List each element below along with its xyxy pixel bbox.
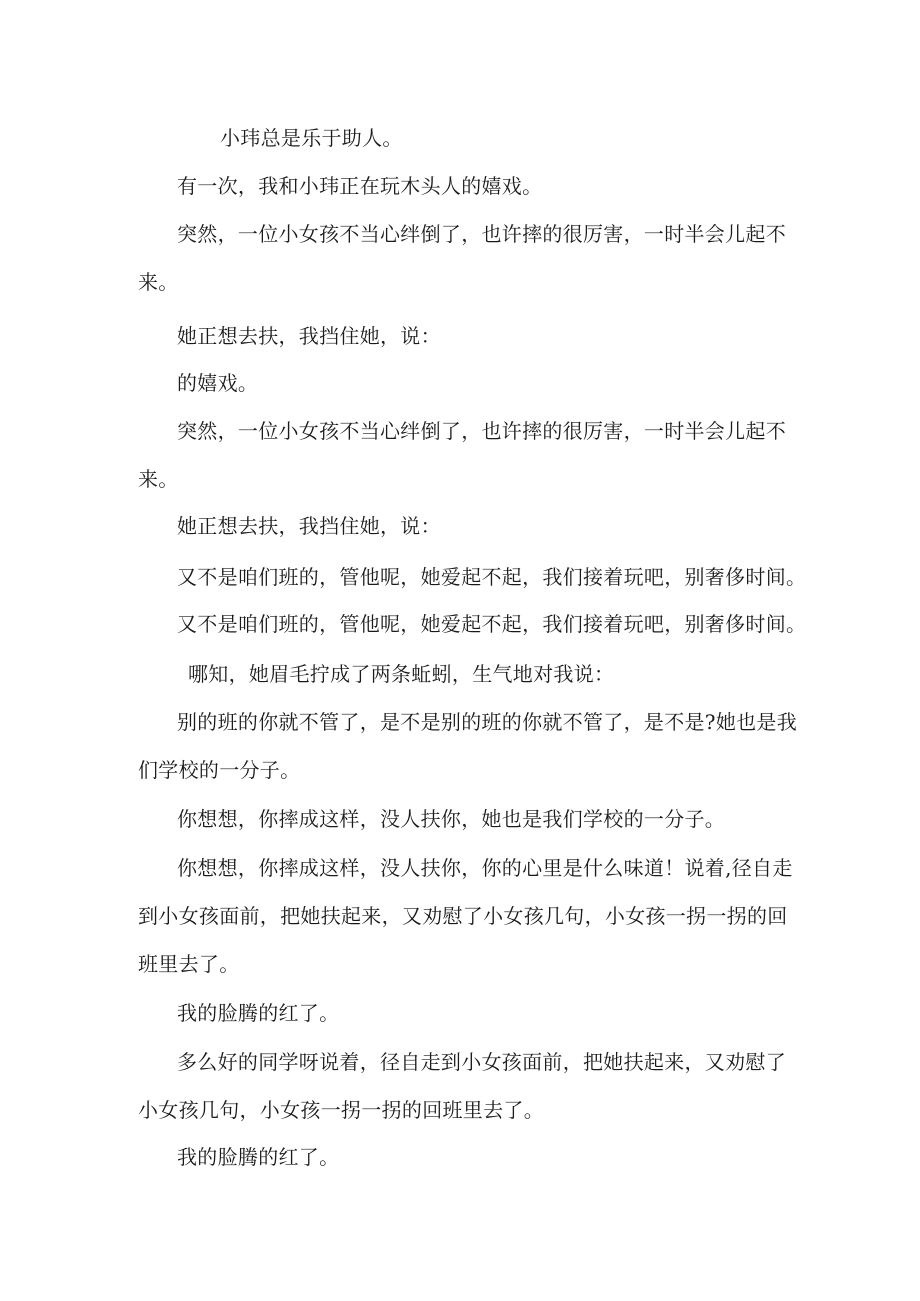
paragraph-line-19: 我的脸腾的红了。 bbox=[177, 1001, 340, 1025]
paragraph-line-18: 班里去了。 bbox=[138, 952, 240, 976]
paragraph-line-5: 她正想去扶，我挡住她，说： bbox=[177, 324, 441, 348]
paragraph-line-10: 又不是咱们班的，管他呢，她爱起不起，我们接着玩吧，别奢侈时间。 bbox=[177, 565, 807, 589]
paragraph-line-1: 小玮总是乐于助人。 bbox=[220, 126, 403, 150]
paragraph-line-4: 来。 bbox=[138, 270, 179, 294]
paragraph-line-16: 你想想，你摔成这样，没人扶你，你的心里是什么味道！说着,径自走 bbox=[177, 856, 793, 880]
paragraph-line-9: 她正想去扶，我挡住她，说： bbox=[177, 514, 441, 538]
paragraph-line-22: 我的脸腾的红了。 bbox=[177, 1145, 340, 1169]
paragraph-line-7: 突然，一位小女孩不当心绊倒了，也许摔的很厉害，一时半会儿起不 bbox=[177, 419, 786, 443]
paragraph-line-3: 突然，一位小女孩不当心绊倒了，也许摔的很厉害，一时半会儿起不 bbox=[177, 222, 786, 246]
paragraph-line-11: 又不是咱们班的，管他呢，她爱起不起，我们接着玩吧，别奢侈时间。 bbox=[177, 612, 807, 636]
paragraph-line-12: 哪知，她眉毛拧成了两条蚯蚓，生气地对我说： bbox=[188, 662, 615, 686]
paragraph-line-17: 到小女孩面前，把她扶起来，又劝慰了小女孩几句，小女孩一拐一拐的回 bbox=[138, 904, 788, 928]
paragraph-line-6: 的嬉戏。 bbox=[177, 371, 259, 395]
paragraph-line-21: 小女孩几句，小女孩一拐一拐的回班里去了。 bbox=[138, 1098, 544, 1122]
paragraph-line-15: 你想想，你摔成这样，没人扶你，她也是我们学校的一分子。 bbox=[177, 807, 726, 831]
paragraph-line-14: 们学校的一分子。 bbox=[138, 758, 301, 782]
paragraph-line-20: 多么好的同学呀说着，径自走到小女孩面前，把她扶起来，又劝慰了 bbox=[177, 1050, 786, 1074]
paragraph-line-2: 有一次，我和小玮正在玩木头人的嬉戏。 bbox=[177, 174, 543, 198]
paragraph-line-13: 别的班的你就不管了，是不是别的班的你就不管了，是不是?她也是我 bbox=[177, 710, 798, 734]
paragraph-line-8: 来。 bbox=[138, 467, 179, 491]
